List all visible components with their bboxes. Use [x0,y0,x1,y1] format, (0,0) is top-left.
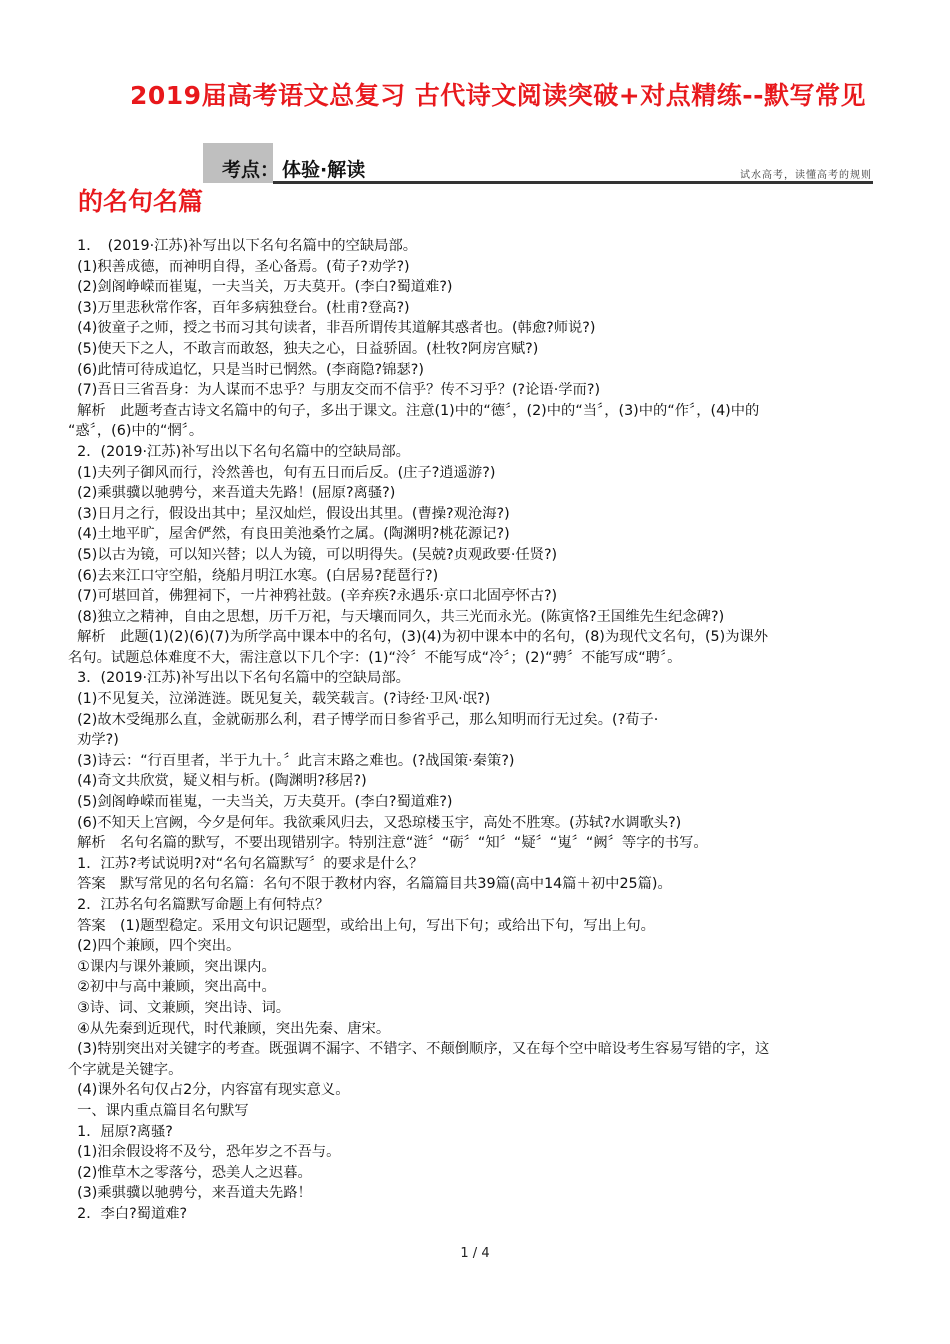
text-line: (2)四个兼顾，四个突出。 [68,938,241,955]
text-line: (8)独立之精神，自由之思想，历千万祀，与天壤而同久，共三光而永光。(陈寅恪?王国维先生纪念碑?) [68,608,725,625]
text-line: (1)汨余假设将不及兮，恐年岁之不吾与。 [68,1144,341,1161]
text-line: 1． (2019·江苏)补写出以下名句名篇中的空缺局部。 [68,238,418,254]
text-line: “惑〞，(6)中的“惘〞。 [68,423,204,440]
text-line: 2．李白?蜀道难? [68,1205,188,1222]
text-line: (2)乘骐骥以驰骋兮，来吾道夫先路！(屈原?离骚?) [68,485,396,502]
text-line: (5)使天下之人，不敢言而敢怒，独夫之心，日益骄固。(杜牧?阿房宫赋?) [68,340,539,357]
text-line: (3)特别突出对关键字的考查。既强调不漏字、不错字、不颠倒顺序，又在每个空中暗设考生容易写错的字，这 [68,1041,770,1058]
text-line: (7)吾日三省吾身：为人谋而不忠乎？与朋友交而不信乎？传不习乎？(?论语·学而?) [68,382,601,399]
text-line: 名句。试题总体难度不大，需注意以下几个字：(1)“泠〞不能写成“冷〞；(2)“骋〞不能写成“聘〞。 [68,649,682,666]
document-title: 2019届高考语文总复习 古代诗文阅读突破+对点精练--默写常见 [130,81,866,110]
text-line: 答案 (1)题型稳定。采用文句识记题型，或给出上句，写出下句；或给出下句，写出上句。 [68,917,655,934]
text-line: 答案 默写常见的名句名篇：名句不限于教材内容，名篇篇目共39篇(高中14篇＋初中25篇)。 [68,876,672,893]
text-line: (1)夫列子御风而行，泠然善也，旬有五日而后反。(庄子?逍遥游?) [68,464,496,481]
text-line: 1．江苏?考试说明?对“名句名篇默写〞的要求是什么？ [68,855,424,872]
text-line: 解析 名句名篇的默写，不要出现错别字。特别注意“涟〞“砺〞“知〞“疑〞“嵬〞“阙〞等字的书写。 [68,835,708,852]
text-line: 3．(2019·江苏)补写出以下名句名篇中的空缺局部。 [68,670,410,687]
section-slogan: 试水高考，读懂高考的规则 [740,170,872,181]
text-line: 1．屈原?离骚? [68,1123,173,1140]
text-line: ③诗、词、文兼顾，突出诗、词。 [68,999,291,1016]
text-line: (6)此情可待成追忆，只是当时已惘然。(李商隐?锦瑟?) [68,361,424,378]
text-line: ②初中与高中兼顾，突出高中。 [68,979,276,996]
text-line: (4)课外名句仅占2分，内容富有现实意义。 [68,1082,350,1099]
section-label: 考点： [222,159,280,181]
text-line: (2)惟草木之零落兮，恐美人之迟暮。 [68,1164,312,1181]
text-line: (4)土地平旷，屋舍俨然，有良田美池桑竹之属。(陶渊明?桃花源记?) [68,526,510,543]
text-line: 2．(2019·江苏)补写出以下名句名篇中的空缺局部。 [68,443,410,460]
text-line: 个字就是关键字。 [68,1061,183,1078]
text-line: (3)乘骐骥以驰骋兮，来吾道夫先路！ [68,1185,312,1202]
text-line: (5)剑阁峥嵘而崔嵬，一夫当关，万夫莫开。(李白?蜀道难?) [68,794,453,811]
document-body [68,236,888,1225]
text-line: 解析 此题考查古诗文名篇中的句子，多出于课文。注意(1)中的“德〞，(2)中的“当〞，(3)中的“作〞，(4)中的 [68,402,760,419]
text-line: (1)积善成德，而神明自得，圣心备焉。(荀子?劝学?) [68,258,410,275]
section-divider [273,181,873,184]
text-line: (7)可堪回首，佛狸祠下，一片神鸦社鼓。(辛弃疾?永遇乐·京口北固亭怀古?) [68,588,558,605]
text-line: (3)诗云：“行百里者，半于九十。〞此言末路之难也。(?战国策·秦策?) [68,752,515,769]
text-line: (6)不知天上宫阙，今夕是何年。我欲乘风归去，又恐琼楼玉宇，高处不胜寒。(苏轼?水调歌头?) [68,814,682,831]
text-line: (5)以古为镜，可以知兴替；以人为镜，可以明得失。(吴兢?贞观政要·任贤?) [68,546,558,563]
text-line: (1)不见复关，泣涕涟涟。既见复关，载笑载言。(?诗经·卫风·氓?) [68,691,491,708]
text-line: 一、课内重点篇目名句默写 [68,1102,249,1119]
text-line: (4)奇文共欣赏，疑义相与析。(陶渊明?移居?) [68,773,367,790]
text-line: ④从先秦到近现代，时代兼顾，突出先秦、唐宋。 [68,1020,391,1037]
text-line: (2)故木受绳那么直，金就砺那么利，君子博学而日参省乎己，那么知明而行无过矣。(?荀子· [68,711,659,728]
text-line: ①课内与课外兼顾，突出课内。 [68,958,276,975]
text-line: 解析 此题(1)(2)(6)(7)为所学高中课本中的名句，(3)(4)为初中课本中的名句，(8)为现代文名句，(5)为课外 [68,629,769,646]
text-line: (2)剑阁峥嵘而崔嵬，一夫当关，万夫莫开。(李白?蜀道难?) [68,279,453,296]
text-line: 劝学?) [68,732,119,749]
document-title-continued: 的名句名篇 [78,187,204,216]
text-line: (3)万里悲秋常作客，百年多病独登台。(杜甫?登高?) [68,299,410,316]
section-subtitle: 体验·解读 [282,159,366,181]
text-line: (4)彼童子之师，授之书而习其句读者，非吾所谓传其道解其惑者也。(韩愈?师说?) [68,320,596,337]
text-line: (6)去来江口守空船，绕船月明江水寒。(白居易?琵琶行?) [68,567,439,584]
page-number: 1 / 4 [460,1246,490,1261]
text-line: 2．江苏名句名篇默写命题上有何特点？ [68,897,330,913]
text-line: (3)日月之行，假设出其中；星汉灿烂，假设出其里。(曹操?观沧海?) [68,505,510,522]
